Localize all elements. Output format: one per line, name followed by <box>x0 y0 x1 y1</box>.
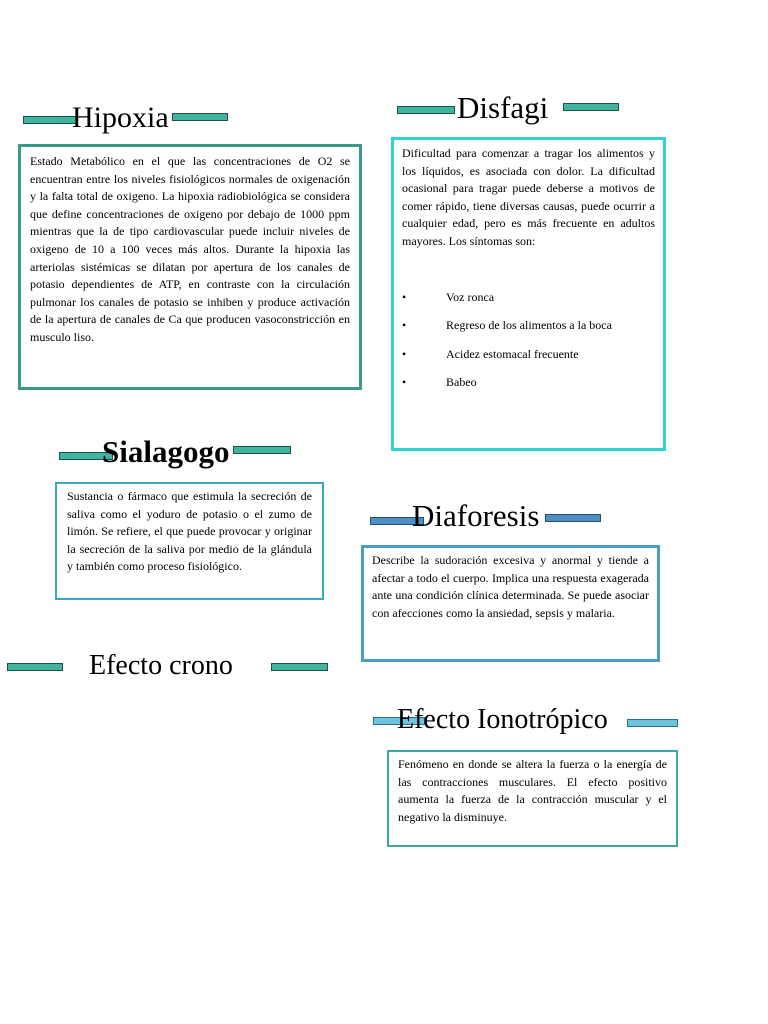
bullet-icon: • <box>402 318 407 333</box>
ionotropico-bar-right <box>627 719 678 727</box>
diaforesis-box <box>361 545 660 662</box>
diaforesis-bar-right <box>545 514 601 522</box>
crono-bar-right <box>271 663 328 671</box>
bullet-icon: • <box>402 375 407 390</box>
diaforesis-title: Diaforesis <box>412 498 540 533</box>
hipoxia-bar-left <box>23 116 77 124</box>
symptom-item: • Regreso de los alimentos a la boca <box>402 317 655 346</box>
sialagogo-text: Sustancia o fármaco que estimula la secreción de saliva como el yoduro de potasio o el zumo de limón. Se refiere, el que puede provocar y originar la secreción de la saliva por medio de la glándula y también como proceso fisiológico. <box>67 489 312 574</box>
hipoxia-text: Estado Metabólico en el que las concentraciones de O2 se encuentran entre los niveles fisiológicos normales de oxigenación y la falta total de oxigeno. La hipoxia radiobiológica se considera que define concentraciones de oxigeno por debajo de 1000 ppm mientras que la de tipo cardiovascular puede incluir niveles de oxigeno de 10 a 100 veces más altos. Durante la hipoxia las arteriolas sistémicas se dilatan por apertura de los canales de potasio dependientes de ATP, en contraste con la circulación pulmonar los canales de potasio se inhiben y produce activación de la apertura de canales de Ca que producen vasoconstricción en musculo liso. <box>30 154 350 344</box>
disfagia-title: Disfagi <box>457 90 549 125</box>
disfagia-box <box>391 137 666 451</box>
bullet-icon: • <box>402 346 407 361</box>
symptom-item: • Babeo <box>402 374 655 403</box>
hipoxia-box <box>18 144 362 390</box>
hipoxia-bar-right <box>172 113 228 121</box>
symptom-item: • Acidez estomacal frecuente <box>402 346 655 375</box>
sialagogo-box <box>55 482 324 600</box>
sialagogo-title: Sialagogo <box>102 434 230 469</box>
disfagia-bar-right <box>563 103 619 111</box>
disfagia-text: Dificultad para comenzar a tragar los alimentos y los líquidos, es asociada con dolor. La dificultad ocasional para tragar puede deberse a motivos de comer rápido, tiene diversas causas, puede ocurrir a cualquier edad, pero es más frecuente en adultos mayores. Los síntomas son: <box>402 146 655 248</box>
sialagogo-bar-right <box>233 446 291 454</box>
ionotropico-box <box>387 750 678 847</box>
disfagia-symptom-list <box>402 289 655 403</box>
crono-title: Efecto crono <box>89 650 233 681</box>
bullet-icon: • <box>402 289 407 304</box>
ionotropico-text: Fenómeno en donde se altera la fuerza o la energía de las contracciones musculares. El efecto positivo aumenta la fuerza de la contracción muscular y el negativo la disminuye. <box>398 757 667 824</box>
disfagia-bar-left <box>397 106 455 114</box>
symptom-item: • Voz ronca <box>402 289 655 318</box>
ionotropico-title: Efecto Ionotrópico <box>397 704 608 735</box>
crono-bar-left <box>7 663 63 671</box>
diaforesis-text: Describe la sudoración excesiva y anormal y tiende a afectar a todo el cuerpo. Implica una respuesta exagerada ante una condición clínica determinada. Se puede asociar con afecciones como la ansiedad, sepsis y malaria. <box>372 553 649 620</box>
hipoxia-title: Hipoxia <box>72 101 169 134</box>
